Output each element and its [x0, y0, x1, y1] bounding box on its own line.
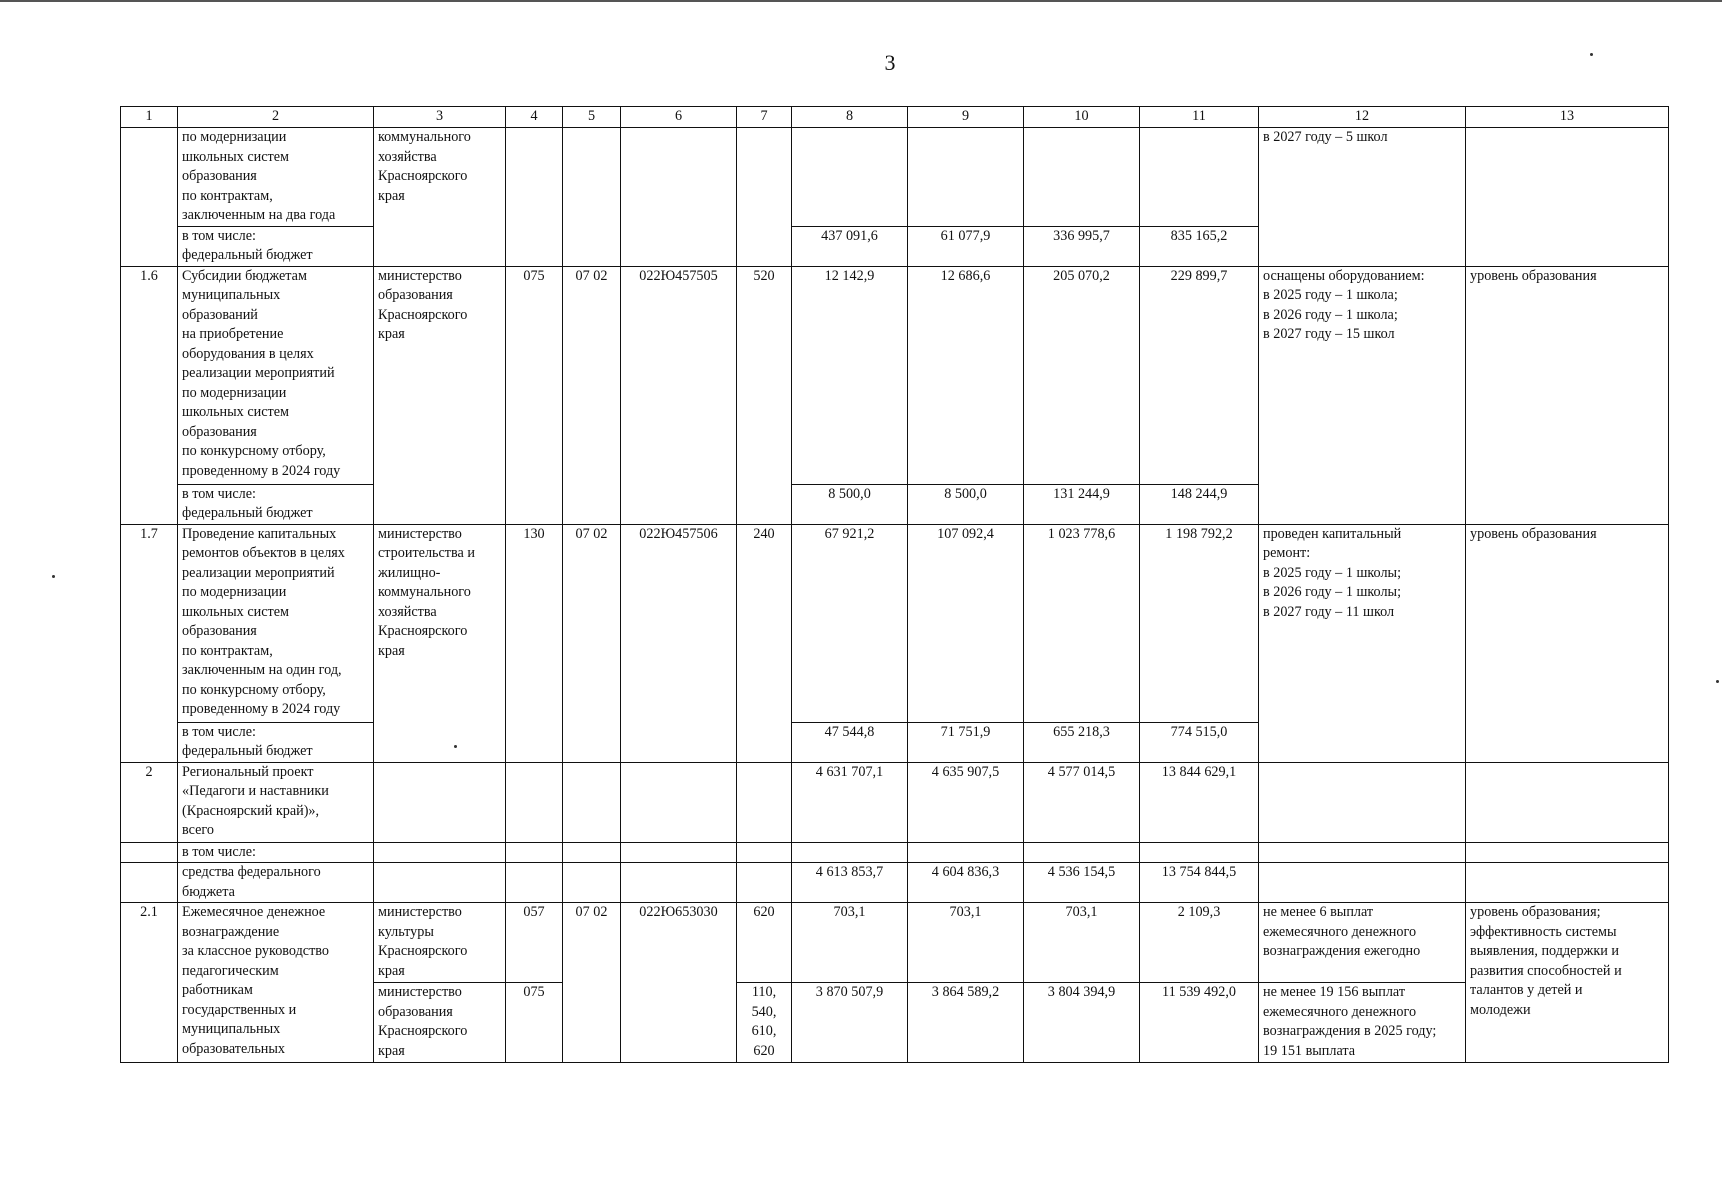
cell-result: не менее 19 156 выплат ежемесячного денежного вознаграждения в 2025 году; 19 151 выплата	[1259, 983, 1466, 1063]
cell-amount: 703,1	[792, 903, 908, 983]
cell-result	[1259, 762, 1466, 842]
cell-c5	[563, 762, 621, 842]
cell-org: министерство культуры Красноярского края	[374, 903, 506, 983]
table-row	[121, 903, 1669, 983]
cell-amount: 3 804 394,9	[1024, 983, 1140, 1063]
cell-c4: 075	[506, 983, 563, 1063]
cell-c6	[621, 128, 737, 267]
cell-amount: 3 864 589,2	[908, 983, 1024, 1063]
cell-c5: 07 02	[563, 903, 621, 1063]
cell-amount: 774 515,0	[1140, 722, 1259, 762]
cell-name: Ежемесячное денежное вознаграждение за классное руководство педагогическим работникам государственных и муниципальных образовательных	[178, 903, 374, 1063]
table-row	[121, 524, 1669, 722]
header-row	[121, 107, 1669, 128]
cell-indicator: уровень образования	[1466, 266, 1669, 524]
cell-amount: 61 077,9	[908, 226, 1024, 266]
column-header: 10	[1024, 107, 1140, 128]
cell-amount	[792, 842, 908, 863]
cell-amount: 1 023 778,6	[1024, 524, 1140, 722]
scan-speck	[1716, 680, 1719, 683]
cell-amount: 11 539 492,0	[1140, 983, 1259, 1063]
cell-amount: 703,1	[1024, 903, 1140, 983]
cell-c4: 075	[506, 266, 563, 524]
cell-amount: 148 244,9	[1140, 484, 1259, 524]
cell-num: 1.7	[121, 524, 178, 762]
cell-c4	[506, 762, 563, 842]
cell-c4	[506, 842, 563, 863]
cell-num	[121, 842, 178, 863]
cell-indicator	[1466, 762, 1669, 842]
scan-speck	[52, 575, 55, 578]
cell-sublabel: в том числе: федеральный бюджет	[178, 484, 374, 524]
cell-c7	[737, 863, 792, 903]
cell-sublabel: средства федерального бюджета	[178, 863, 374, 903]
column-header: 12	[1259, 107, 1466, 128]
cell-amount: 835 165,2	[1140, 226, 1259, 266]
cell-amount: 13 844 629,1	[1140, 762, 1259, 842]
cell-org: министерство образования Красноярского края	[374, 266, 506, 524]
column-header: 2	[178, 107, 374, 128]
cell-amount	[908, 842, 1024, 863]
cell-amount	[1024, 128, 1140, 227]
cell-c7: 520	[737, 266, 792, 524]
budget-table	[120, 106, 1669, 1063]
cell-org	[374, 842, 506, 863]
cell-result: оснащены оборудованием: в 2025 году – 1 школа; в 2026 году – 1 школа; в 2027 году – 15 школ	[1259, 266, 1466, 524]
cell-amount	[1140, 128, 1259, 227]
cell-amount: 1 198 792,2	[1140, 524, 1259, 722]
cell-amount	[1024, 842, 1140, 863]
cell-indicator: уровень образования	[1466, 524, 1669, 762]
cell-c7: 110, 540, 610, 620	[737, 983, 792, 1063]
table-row	[121, 266, 1669, 484]
column-header: 8	[792, 107, 908, 128]
cell-num: 2	[121, 762, 178, 842]
cell-sublabel: в том числе: федеральный бюджет	[178, 722, 374, 762]
cell-result	[1259, 842, 1466, 863]
cell-amount: 71 751,9	[908, 722, 1024, 762]
table-row	[121, 762, 1669, 842]
page-number: 3	[884, 50, 896, 75]
cell-amount: 4 631 707,1	[792, 762, 908, 842]
cell-c7: 240	[737, 524, 792, 762]
cell-amount: 2 109,3	[1140, 903, 1259, 983]
cell-name: по модернизации школьных систем образования по контрактам, заключенным на два года	[178, 128, 374, 227]
cell-amount: 655 218,3	[1024, 722, 1140, 762]
cell-c4	[506, 128, 563, 267]
cell-amount: 13 754 844,5	[1140, 863, 1259, 903]
cell-amount: 229 899,7	[1140, 266, 1259, 484]
table-row	[121, 842, 1669, 863]
cell-sublabel: в том числе:	[178, 842, 374, 863]
cell-amount: 703,1	[908, 903, 1024, 983]
cell-c7: 620	[737, 903, 792, 983]
cell-amount: 336 995,7	[1024, 226, 1140, 266]
column-header: 13	[1466, 107, 1669, 128]
cell-amount	[1140, 842, 1259, 863]
cell-c6	[621, 762, 737, 842]
column-header: 1	[121, 107, 178, 128]
cell-num	[121, 863, 178, 903]
scan-speck	[1590, 53, 1593, 56]
cell-amount: 67 921,2	[792, 524, 908, 722]
cell-amount: 205 070,2	[1024, 266, 1140, 484]
column-header: 11	[1140, 107, 1259, 128]
cell-amount: 4 613 853,7	[792, 863, 908, 903]
cell-name: Субсидии бюджетам муниципальных образований на приобретение оборудования в целях реализации мероприятий по модернизации школьных систем образования по конкурсному отбору, проведенному в 2024 году	[178, 266, 374, 484]
cell-c6: 022Ю457505	[621, 266, 737, 524]
cell-c5	[563, 128, 621, 267]
cell-org	[374, 863, 506, 903]
column-header: 7	[737, 107, 792, 128]
cell-c6: 022Ю653030	[621, 903, 737, 1063]
cell-org: министерство строительства и жилищно- коммунального хозяйства Красноярского края	[374, 524, 506, 762]
column-header: 9	[908, 107, 1024, 128]
cell-num: 1.6	[121, 266, 178, 524]
cell-num	[121, 128, 178, 267]
cell-amount: 12 142,9	[792, 266, 908, 484]
cell-c4: 130	[506, 524, 563, 762]
cell-amount: 4 577 014,5	[1024, 762, 1140, 842]
cell-amount	[792, 128, 908, 227]
cell-indicator	[1466, 128, 1669, 267]
cell-amount: 8 500,0	[908, 484, 1024, 524]
cell-amount: 4 536 154,5	[1024, 863, 1140, 903]
cell-c5	[563, 863, 621, 903]
cell-c4	[506, 863, 563, 903]
cell-c7	[737, 842, 792, 863]
cell-c5: 07 02	[563, 524, 621, 762]
cell-result	[1259, 863, 1466, 903]
cell-c7	[737, 762, 792, 842]
cell-amount: 4 635 907,5	[908, 762, 1024, 842]
cell-org: коммунального хозяйства Красноярского края	[374, 128, 506, 267]
cell-amount: 8 500,0	[792, 484, 908, 524]
column-header: 3	[374, 107, 506, 128]
cell-c5	[563, 842, 621, 863]
cell-c6: 022Ю457506	[621, 524, 737, 762]
cell-indicator: уровень образования; эффективность системы выявления, поддержки и развития способностей и талантов у детей и молодежи	[1466, 903, 1669, 1063]
cell-amount: 3 870 507,9	[792, 983, 908, 1063]
top-edge-line	[0, 0, 1722, 2]
cell-amount: 4 604 836,3	[908, 863, 1024, 903]
cell-amount: 131 244,9	[1024, 484, 1140, 524]
column-header: 5	[563, 107, 621, 128]
cell-result: не менее 6 выплат ежемесячного денежного вознаграждения ежегодно	[1259, 903, 1466, 983]
cell-amount: 47 544,8	[792, 722, 908, 762]
cell-org: министерство образования Красноярского края	[374, 983, 506, 1063]
table-row	[121, 128, 1669, 227]
cell-amount	[908, 128, 1024, 227]
column-header: 6	[621, 107, 737, 128]
cell-indicator	[1466, 842, 1669, 863]
cell-indicator	[1466, 863, 1669, 903]
cell-amount: 437 091,6	[792, 226, 908, 266]
cell-c7	[737, 128, 792, 267]
cell-c4: 057	[506, 903, 563, 983]
table-row	[121, 863, 1669, 903]
cell-name: Региональный проект «Педагоги и наставники (Красноярский край)», всего	[178, 762, 374, 842]
cell-c6	[621, 842, 737, 863]
cell-c6	[621, 863, 737, 903]
cell-org	[374, 762, 506, 842]
cell-name: Проведение капитальных ремонтов объектов в целях реализации мероприятий по модернизации школьных систем образования по контрактам, заключенным на один год, по конкурсному отбору, проведенному в 2024 году	[178, 524, 374, 722]
cell-result: проведен капитальный ремонт: в 2025 году – 1 школы; в 2026 году – 1 школы; в 2027 году – 11 школ	[1259, 524, 1466, 762]
cell-amount: 107 092,4	[908, 524, 1024, 722]
column-header: 4	[506, 107, 563, 128]
cell-sublabel: в том числе: федеральный бюджет	[178, 226, 374, 266]
cell-c5: 07 02	[563, 266, 621, 524]
cell-amount: 12 686,6	[908, 266, 1024, 484]
cell-num: 2.1	[121, 903, 178, 1063]
cell-result: в 2027 году – 5 школ	[1259, 128, 1466, 267]
